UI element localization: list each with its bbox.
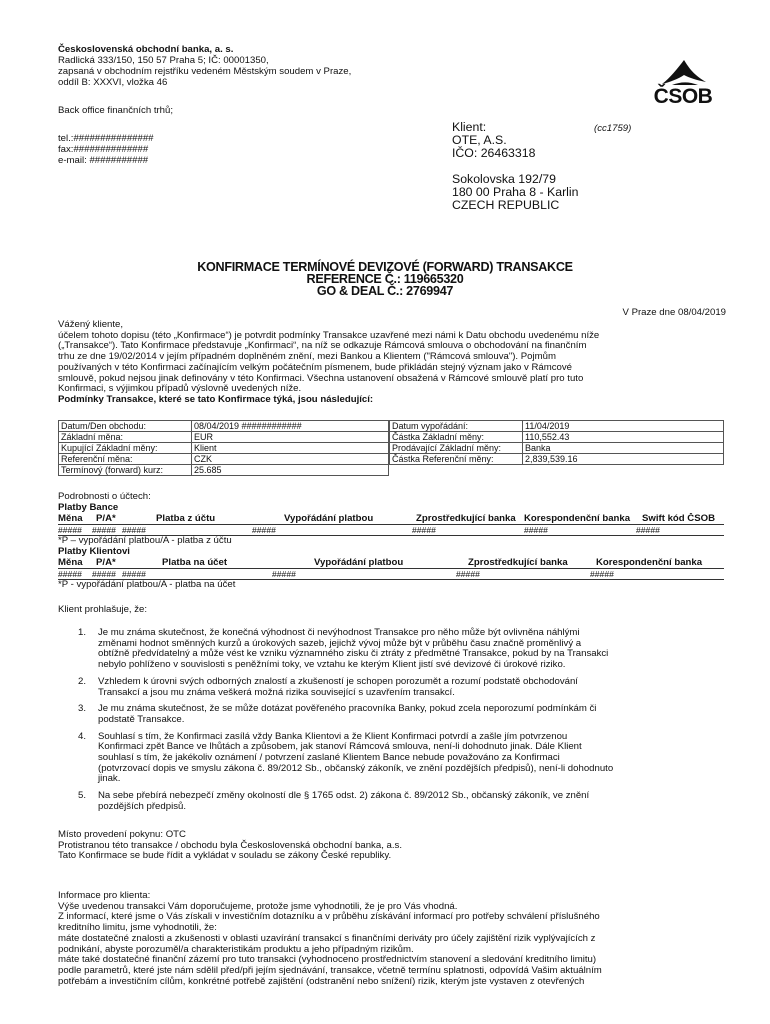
terms-row xyxy=(59,443,389,454)
salutation: Vážený kliente, xyxy=(58,319,124,330)
col-header: Korespondenční banka xyxy=(596,557,703,568)
term-label: Základní měna: xyxy=(59,432,192,443)
cell: ##### xyxy=(92,569,116,579)
declaration-item xyxy=(78,675,724,698)
info-line: podnikání, abyste porozuměl/a charakteristikám produktu a jeho případným rizikům. xyxy=(58,943,414,955)
item-line: (potvrzovací dopis ve smyslu zákona č. 89/2012 Sb., občanský zákoník, ve znění pozdějších předpisů), není-li dohodnuto xyxy=(98,762,614,774)
declaration-item xyxy=(78,790,724,812)
cell: ##### xyxy=(58,525,82,535)
item-number: 2. xyxy=(78,675,87,687)
terms-row xyxy=(59,454,389,465)
doc-title-deal: GO & DEAL Č.: 2769947 xyxy=(316,284,454,298)
declarations-list xyxy=(58,628,724,819)
intro-line: používaných v této Konfirmaci začínajícím velkým počátečním písmenem, bude přikládán stejný význam jako v Rámcové xyxy=(58,361,573,373)
logo-text: ČSOB xyxy=(653,85,713,108)
conditions-heading: Podmínky Transakce, které se tato Konfirmace týká, jsou následující: xyxy=(58,393,374,405)
item-line: Je mu známa skutečnost, že konečná výhodnost či nevýhodnost Transakce pro něho může být ovlivněna náhlými xyxy=(98,627,580,638)
cell: ##### xyxy=(456,569,480,579)
info-line: Z informací, které jsme o Vás získali v investičním dotazníku a v průběhu získávání informací pro potřeby schválení příslušného xyxy=(58,911,600,923)
terms-table-right xyxy=(389,420,724,465)
cell: ##### xyxy=(252,525,276,535)
bank-department: Back office finančních trhů; xyxy=(58,105,174,116)
terms-row xyxy=(390,421,724,432)
bank-payments-table xyxy=(58,513,724,536)
table-header xyxy=(58,513,724,525)
csob-logo xyxy=(648,58,718,108)
term-value: 25.685 xyxy=(192,465,389,476)
bank-payments-heading: Platby Bance xyxy=(58,502,119,513)
wave-icon xyxy=(648,58,718,88)
term-label: Termínový (forward) kurz: xyxy=(59,465,192,476)
item-line: jinak. xyxy=(98,773,121,785)
doc-title-line1: KONFIRMACE TERMÍNOVÉ DEVIZOVÉ (FORWARD) TRANSAKCE xyxy=(197,260,573,274)
terms-row xyxy=(59,465,389,476)
col-header: Zprostředkující banka xyxy=(468,557,568,568)
item-line: nebylo pohlíženo v souvislosti s peněžními toky, ve vztahu ke kterým Klient jistí své devizové či úrokové riziko. xyxy=(98,659,566,671)
item-line: podstatě Transakce. xyxy=(98,713,185,725)
item-line: Transakcí a jsou mu známa veškerá možná rizika související s uzavřením transakcí. xyxy=(98,686,455,698)
client-street: Sokolovska 192/79 xyxy=(452,172,556,186)
cell: ##### xyxy=(122,569,146,579)
item-line: Na sebe přebírá nebezpečí změny okolností dle § 1765 odst. 2) zákona č. 89/2012 Sb., občanský zákoník, ve znění xyxy=(98,790,590,802)
client-name: OTE, A.S. xyxy=(452,133,507,147)
declaration-item xyxy=(78,703,724,725)
terms-table-left xyxy=(58,420,389,476)
terms-row xyxy=(390,443,724,454)
term-value: CZK xyxy=(192,454,389,465)
cell: ##### xyxy=(590,569,614,579)
item-number: 1. xyxy=(78,627,87,638)
declaration-item xyxy=(78,627,724,671)
col-header: Platba z účtu xyxy=(156,513,216,524)
term-value: 2,839,539.16 xyxy=(523,454,724,465)
client-ico: IČO: 26463318 xyxy=(452,146,536,160)
declaration-item xyxy=(78,730,724,786)
col-header: Platba na účet xyxy=(162,557,228,568)
accounts-heading: Podrobnosti o účtech: xyxy=(58,491,151,502)
bank-payments-note: *P – vypořádání platbou/A - platba z účtu xyxy=(58,535,232,546)
bank-fax: fax:############## xyxy=(58,144,149,155)
bank-registry-line1: zapsaná v obchodním rejstříku vedeném Městským soudem v Praze, xyxy=(58,66,352,77)
client-code: (cc1759) xyxy=(594,123,632,134)
cell: ##### xyxy=(272,569,296,579)
client-block xyxy=(452,121,732,212)
term-value: Klient xyxy=(192,443,389,454)
info-line: kreditního limitu, jsme vyhodnotili, že: xyxy=(58,922,217,934)
execution-line: Protistranou této transakce / obchodu byla Československá obchodní banka, a.s. xyxy=(58,839,402,851)
col-header: P/A* xyxy=(96,513,116,524)
client-city: 180 00 Praha 8 - Karlin xyxy=(452,185,579,199)
term-value: 110,552.43 xyxy=(523,432,724,443)
client-payments-table xyxy=(58,557,724,580)
item-number: 4. xyxy=(78,730,87,742)
bank-registry-line2: oddíl B: XXXVI, vložka 46 xyxy=(58,77,168,88)
bank-name: Československá obchodní banka, a. s. xyxy=(58,44,234,55)
declarations-heading: Klient prohlašuje, že: xyxy=(58,604,148,615)
doc-title-reference: REFERENCE Č.: 119665320 xyxy=(306,272,464,286)
bank-header xyxy=(58,44,458,166)
item-line: souhlasí s tím, že jakékoliv oznámení / potvrzení zaslané Klientem Bance nebude považováno za Konfirmaci xyxy=(98,752,560,764)
item-line: Vzhledem k úrovni svých odborných znalostí a zkušeností je schopen porozumět a rozumí podstatě obchodování xyxy=(98,675,578,687)
term-label: Referenční měna: xyxy=(59,454,192,465)
col-header: Vypořádání platbou xyxy=(284,513,374,524)
info-line: Informace pro klienta: xyxy=(58,890,151,901)
term-label: Kupující Základní měny: xyxy=(59,443,192,454)
term-value: 08/04/2019 ############ xyxy=(192,421,389,432)
intro-line: účelem tohoto dopisu (této „Konfirmace“) je potvrdit podmínky Transakce uzavřené mezi námi k Datu obchodu uvedenému níže xyxy=(58,329,600,341)
intro-line: Konfirmaci, s výjimkou případů výslovně uvedených níže. xyxy=(58,383,302,395)
bank-email: e-mail: ########### xyxy=(58,155,149,166)
info-line: potřebám a investičním cílům, konkrétné potřebě zajištění (odstranění nebo snížení) rizik, kterým jste vystaven z otevřených xyxy=(58,975,585,987)
client-label: Klient: xyxy=(452,120,487,134)
execution-line: Místo provedení pokynu: OTC xyxy=(58,829,186,840)
item-line: Souhlasí s tím, že Konfirmaci zasílá vždy Banka Klientovi a že Klient Konfirmaci potvrdí a zašle jím potvrzenou xyxy=(98,730,568,742)
term-label: Částka Referenční měny: xyxy=(390,454,523,465)
cell: ##### xyxy=(524,525,548,535)
intro-line: trhu ze dne 19/02/2014 v jejím případném doplněném znění, mezi Bankou a Klientem ("Rámcová smlouva"). Pojmům xyxy=(58,351,556,363)
col-header: Swift kód ČSOB xyxy=(642,513,716,524)
col-header: Vypořádání platbou xyxy=(314,557,404,568)
info-line: máte dostatečné znalosti a zkušenosti v oblasti uzavírání transakcí s finančními deriváty pro účely zajištění rizik vyplývajících z xyxy=(58,932,596,944)
term-value: EUR xyxy=(192,432,389,443)
client-country: CZECH REPUBLIC xyxy=(452,198,560,212)
term-label: Datum/Den obchodu: xyxy=(59,421,192,432)
term-label: Datum vypořádání: xyxy=(390,421,523,432)
client-payments-note: *P - vypořádání platbou/A - platba na účet xyxy=(58,579,236,590)
bank-address: Radlická 333/150, 150 57 Praha 5; IČ: 00001350, xyxy=(58,55,269,66)
execution-line: Tato Konfirmace se bude řídit a vykládat v souladu se zákony České republiky. xyxy=(58,850,392,862)
item-number: 3. xyxy=(78,703,87,715)
intro-line: smlouvě, pokud nejsou jinak definovány v této Konfirmaci. Všechna ustanovení obsažená v Rámcové smlouvě platí pro tuto xyxy=(58,372,584,384)
item-line: pozdějších předpisů. xyxy=(98,800,186,812)
cell: ##### xyxy=(412,525,436,535)
info-line: Výše uvedenou transakci Vám doporučujeme, protože jsme vyhodnotili, že je pro Vás vhodná. xyxy=(58,900,458,912)
col-header: Měna xyxy=(58,557,83,568)
terms-row xyxy=(390,454,724,465)
col-header: Měna xyxy=(58,513,83,524)
terms-row xyxy=(390,432,724,443)
term-label: Prodávající Základní měny: xyxy=(390,443,523,454)
table-header xyxy=(58,557,724,569)
cell: ##### xyxy=(122,525,146,535)
item-number: 5. xyxy=(78,790,87,802)
terms-row xyxy=(59,432,389,443)
col-header: P/A* xyxy=(96,557,116,568)
item-line: změnami hodnot směnných kurzů a úrokových sazeb, jejichž vývoj může být v průběhu času značně proměnlivý a xyxy=(98,637,582,649)
date-line: V Praze dne 08/04/2019 xyxy=(622,307,726,318)
col-header: Zprostředkující banka xyxy=(416,513,516,524)
bank-tel: tel.:############### xyxy=(58,133,154,144)
item-line: obtížně předvídatelný a může vést ke vzniku významného zisku či ztráty z předmětné Transakce, pokud by na Transakci xyxy=(98,648,609,660)
cell: ##### xyxy=(58,569,82,579)
info-line: máte také dostatečné finanční zázemí pro tuto transakci (vyhodnoceno prostřednictvím stanovení a sledování kreditního limitu) xyxy=(58,954,597,966)
item-line: Je mu známa skutečnost, že se může dotázat pověřeného pracovníka Banky, pokud zcela neporozumí podmínkám či xyxy=(98,703,597,715)
terms-row xyxy=(59,421,389,432)
item-line: Konfirmaci zpět Bance ve lhůtách a způsobem, jak stanoví Rámcová smlouva, není-li dohodnuto jinak. Dále Klient xyxy=(98,741,582,753)
term-value: 11/04/2019 xyxy=(523,421,724,432)
client-payments-heading: Platby Klientovi xyxy=(58,546,130,557)
intro-paragraph xyxy=(58,320,724,406)
cell: ##### xyxy=(636,525,660,535)
info-line: podle parametrů, které jste nám sdělil před/při jejím sjednávání, transakce, včetně termínu splatnosti, odpovídá Vašim aktuálním xyxy=(58,964,602,976)
client-info-block xyxy=(58,891,724,987)
term-label: Částka Základní měny: xyxy=(390,432,523,443)
intro-line: („Transakce“). Tato Konfirmace představuje „Konfirmaci“, na níž se odkazuje Rámcová smlouva o obchodování na finančním xyxy=(58,340,587,352)
execution-block xyxy=(58,830,724,862)
term-value: Banka xyxy=(523,443,724,454)
col-header: Korespondenční banka xyxy=(524,513,631,524)
cell: ##### xyxy=(92,525,116,535)
